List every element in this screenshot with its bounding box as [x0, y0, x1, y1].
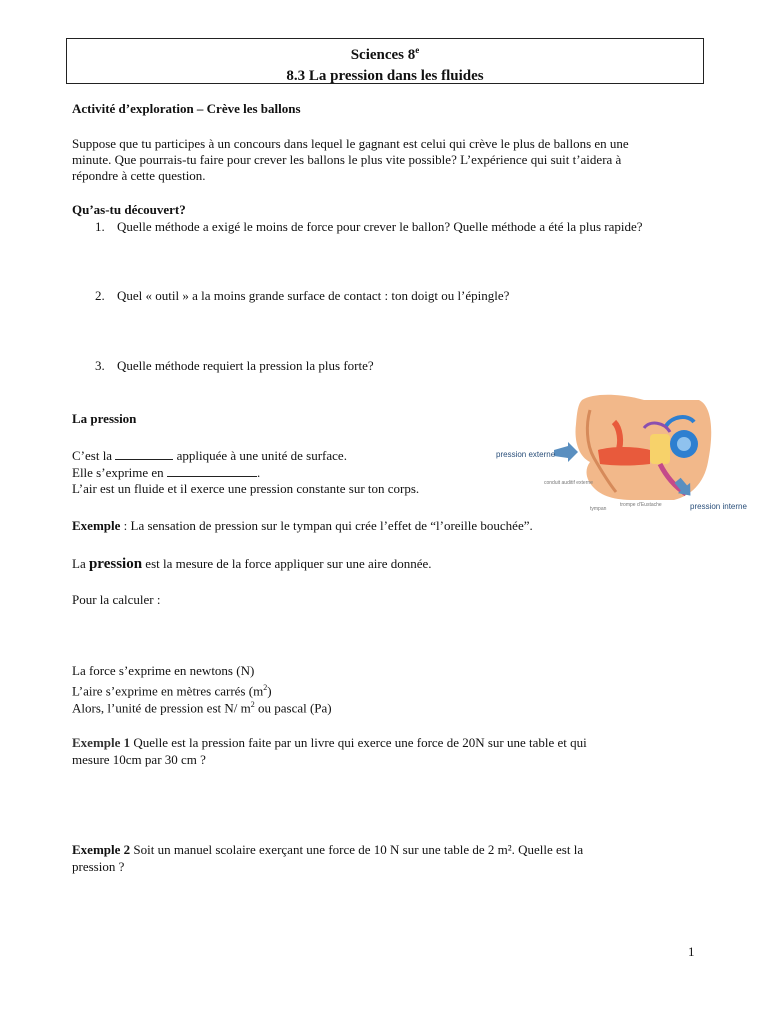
example-2-line-2: pression ?	[72, 859, 125, 874]
question-2: Quel « outil » a la moins grande surface de contact : ton doigt ou l’épingle?	[117, 288, 510, 303]
page-number: 1	[688, 944, 695, 959]
ear-diagram	[494, 392, 750, 516]
question-3: Quelle méthode requiert la pression la plus forte?	[117, 358, 374, 373]
example-1-line-2: mesure 10cm par 30 cm ?	[72, 752, 206, 767]
intro-line-2: minute. Que pourrais-tu faire pour crever les ballons le plus vite possible? L’expérience qui suit t’aidera à	[72, 152, 622, 167]
ear-canal	[598, 447, 650, 466]
pression-line-2: Elle s’exprime en .	[72, 465, 261, 480]
pression-line-1: C’est la appliquée à une unité de surface.	[72, 448, 347, 463]
example-2-line-1: Exemple 2 Soit un manuel scolaire exerçant une force de 10 N sur une table de 2 m². Quelle est la	[72, 842, 584, 857]
arrow-external-icon	[554, 442, 578, 462]
example-1-line-1: Exemple 1 Quelle est la pression faite par un livre qui exerce une force de 20N sur une table et qui	[72, 735, 587, 750]
intro-line-3: répondre à cette question.	[72, 168, 206, 183]
question-number-3: 3.	[95, 358, 105, 373]
course-title: Sciences 8e	[350, 45, 420, 63]
pression-line-3: L’air est un fluide et il exerce une pression constante sur ton corps.	[72, 481, 420, 496]
unit-pressure: Alors, l’unité de pression est N/ $m^2$ ou pascal (Pa)	[72, 700, 332, 716]
unit-area: L’aire s’exprime en mètres carrés $(m^2)$	[72, 683, 272, 699]
discovery-title: Qu’as-tu découvert?	[72, 202, 186, 217]
pression-title: La pression	[72, 411, 137, 426]
middle-ear	[650, 434, 670, 464]
example-ear: Exemple : La sensation de pression sur le tympan qui crée l’effet de “l’oreille bouchée”.	[72, 518, 533, 533]
label-external-pressure: pression externe	[496, 450, 556, 459]
pression-definition: La pression est la mesure de la force appliquer sur une aire donnée.	[72, 556, 432, 572]
label-internal-pressure: pression interne	[690, 502, 747, 511]
label-eustachian: trompe d’Eustache	[620, 502, 662, 508]
blank-unit[interactable]	[167, 464, 257, 477]
question-1: Quelle méthode a exigé le moins de force pour crever le ballon? Quelle méthode a été la plus rapide?	[117, 219, 643, 234]
question-number-1: 1.	[95, 219, 105, 234]
calc-label: Pour la calculer :	[72, 592, 161, 607]
label-tympan: tympan	[590, 506, 607, 512]
label-ear-canal: conduit auditif externe	[544, 480, 593, 486]
activity-title: Activité d’exploration – Crève les ballons	[72, 101, 301, 116]
title-box	[66, 38, 704, 84]
chapter-title: 8.3 La pression dans les fluides	[286, 68, 484, 84]
question-number-2: 2.	[95, 288, 105, 303]
blank-force[interactable]	[115, 447, 173, 460]
intro-line-1: Suppose que tu participes à un concours dans lequel le gagnant est celui qui crève le plus de ballons en une	[72, 136, 629, 151]
unit-force: La force s’exprime en newtons (N)	[72, 663, 255, 678]
